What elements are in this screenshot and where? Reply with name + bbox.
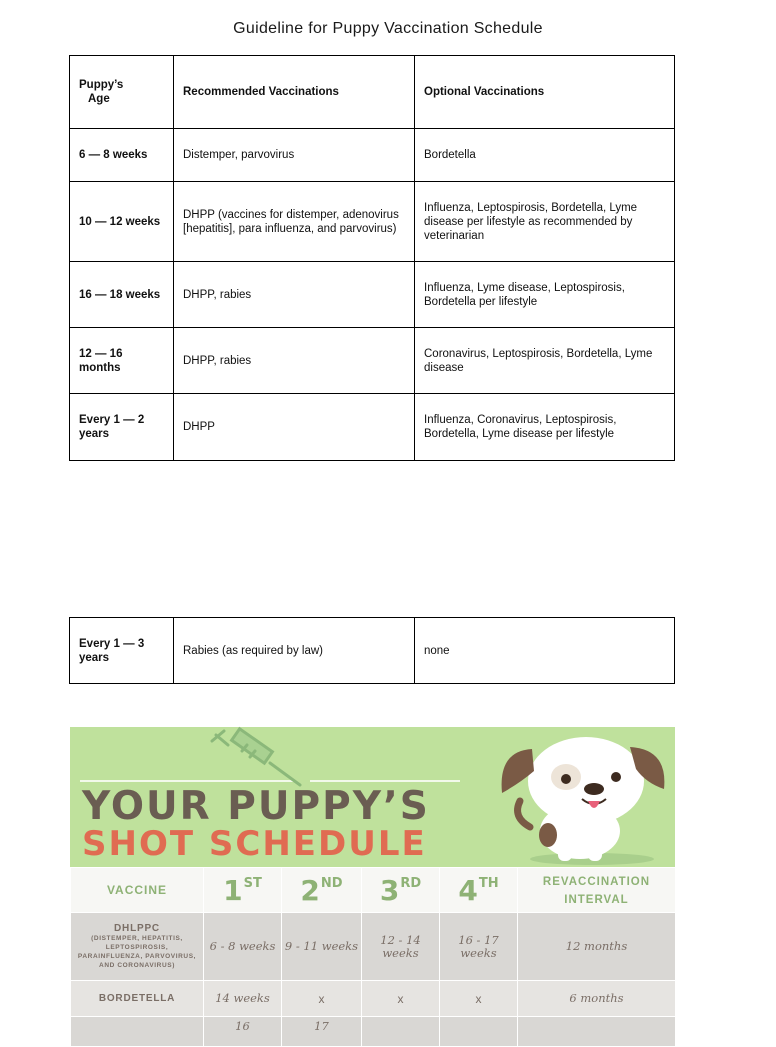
interval-cell — [518, 1017, 676, 1047]
row-recommended: Rabies (as required by law) — [174, 618, 415, 684]
row-optional: Bordetella — [415, 129, 675, 182]
row-optional: Influenza, Coronavirus, Leptospirosis, Bordetella, Lyme disease per lifestyle — [415, 394, 675, 461]
first-dose-cell: 6 - 8 weeks — [204, 913, 282, 981]
row-recommended: Distemper, parvovirus — [174, 129, 415, 182]
row-age: Every 1 — 2 years — [70, 394, 174, 461]
ordinal-suffix: ST — [243, 875, 262, 891]
first-dose-cell: 16 — [204, 1017, 282, 1047]
table-row — [70, 328, 675, 394]
table-row — [70, 262, 675, 328]
interval-cell: 12 months — [518, 913, 676, 981]
vaccine-detail: (DISTEMPER, HEPATITIS, LEPTOSPIROSIS, PARAINFLUENZA, PARVOVIRUS, AND CORONAVIRUS) — [77, 935, 197, 969]
header-third-dose — [362, 868, 440, 913]
schedule-row — [71, 981, 676, 1017]
header-age — [70, 56, 174, 129]
row-recommended: DHPP, rabies — [174, 328, 415, 394]
ordinal-suffix: ND — [320, 875, 343, 891]
infographic-banner — [70, 727, 675, 867]
header-fourth-dose — [440, 868, 518, 913]
ordinal-number: 3 — [379, 873, 400, 907]
vaccine-cell — [71, 1017, 204, 1047]
shot-schedule-table — [70, 867, 676, 1047]
table-row — [70, 182, 675, 262]
row-optional: none — [415, 618, 675, 684]
row-optional: Influenza, Lyme disease, Leptospirosis, Bordetella per lifestyle — [415, 262, 675, 328]
row-age: 12 — 16 months — [70, 328, 174, 394]
header-optional: Optional Vaccinations — [415, 56, 675, 129]
header-second-dose — [282, 868, 362, 913]
vaccine-name: DHLPPC — [114, 923, 160, 934]
header-vaccine — [71, 868, 204, 913]
third-dose-cell — [362, 1017, 440, 1047]
third-dose-cell: 12 - 14 weeks — [362, 913, 440, 981]
second-dose-cell: x — [282, 981, 362, 1017]
header-age-line1: Puppy’s — [79, 79, 124, 91]
interval-cell: 6 months — [518, 981, 676, 1017]
ordinal-number: 2 — [300, 873, 320, 907]
infographic-title-line2: SHOT SCHEDULE — [82, 824, 427, 864]
banner-divider — [310, 780, 460, 782]
table-row — [70, 618, 675, 684]
row-age: 16 — 18 weeks — [70, 262, 174, 328]
second-dose-cell: 9 - 11 weeks — [282, 913, 362, 981]
header-recommended: Recommended Vaccinations — [174, 56, 415, 129]
table-header-row — [70, 56, 675, 129]
fourth-dose-cell: 16 - 17 weeks — [440, 913, 518, 981]
puppy-illustration — [490, 731, 680, 865]
schedule-row — [71, 913, 676, 981]
ordinal-suffix: TH — [478, 875, 499, 891]
second-dose-cell: 17 — [282, 1017, 362, 1047]
header-age-line2: Age — [88, 93, 110, 105]
syringe-icon — [210, 729, 305, 789]
row-recommended: DHPP — [174, 394, 415, 461]
ordinal-number: 1 — [223, 873, 243, 907]
schedule-header-row — [71, 868, 676, 913]
header-vaccine-label: VACCINE — [106, 883, 168, 897]
row-recommended: DHPP, rabies — [174, 262, 415, 328]
header-first-dose — [204, 868, 282, 913]
vaccine-name: BORDETELLA — [98, 993, 176, 1004]
ordinal-suffix: RD — [400, 875, 422, 891]
shot-schedule-infographic — [70, 727, 675, 1033]
row-recommended: DHPP (vaccines for distemper, adenovirus [hepatitis], para influenza, and parvovirus) — [174, 182, 415, 262]
infographic-title-line1: YOUR PUPPY’S — [82, 784, 430, 829]
row-optional: Influenza, Leptospirosis, Bordetella, Lyme disease per lifestyle as recommended by veterinarian — [415, 182, 675, 262]
fourth-dose-cell: x — [440, 981, 518, 1017]
row-age: 6 — 8 weeks — [70, 129, 174, 182]
vaccination-table-continued — [69, 617, 675, 684]
fourth-dose-cell — [440, 1017, 518, 1047]
schedule-row — [71, 1017, 676, 1047]
table-row — [70, 394, 675, 461]
first-dose-cell: 14 weeks — [204, 981, 282, 1017]
row-age: 10 — 12 weeks — [70, 182, 174, 262]
table-row — [70, 129, 675, 182]
vaccine-cell — [71, 913, 204, 981]
third-dose-cell: x — [362, 981, 440, 1017]
row-optional: Coronavirus, Leptospirosis, Bordetella, Lyme disease — [415, 328, 675, 394]
document-title: Guideline for Puppy Vaccination Schedule — [233, 20, 543, 37]
ordinal-number: 4 — [458, 873, 478, 907]
header-revaccination-label: REVACCINATION INTERVAL — [542, 876, 651, 906]
row-age: Every 1 — 3 years — [70, 618, 174, 684]
vaccination-table — [69, 55, 675, 461]
header-revaccination — [518, 868, 676, 913]
vaccine-cell — [71, 981, 204, 1017]
